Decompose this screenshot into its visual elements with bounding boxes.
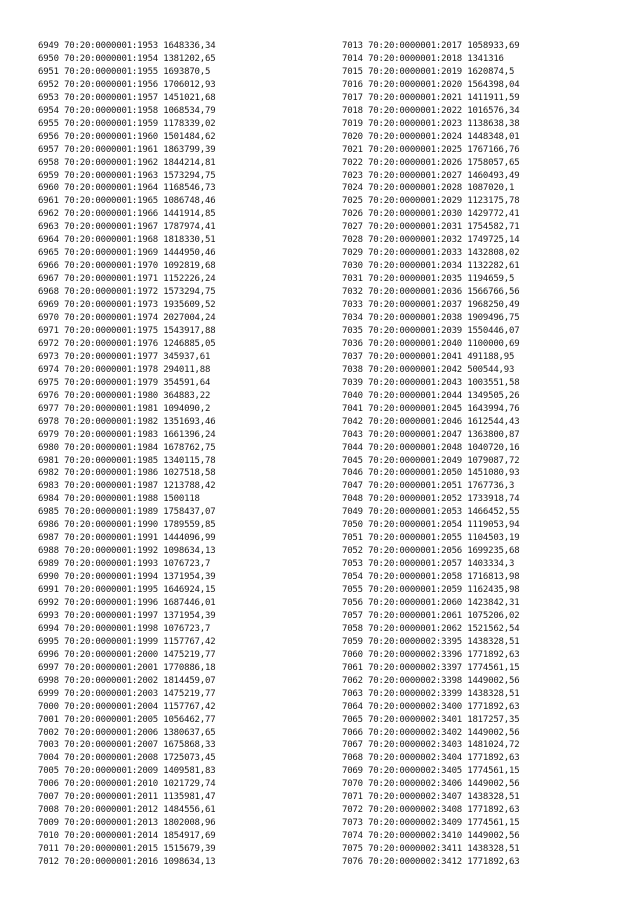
table-row: 7021 70:20:0000001:2025 1767166,76	[342, 144, 520, 155]
table-row: 7037 70:20:0000001:2041 491188,95	[342, 351, 515, 362]
table-row: 7035 70:20:0000001:2039 1550446,07	[342, 325, 520, 336]
table-row: 7045 70:20:0000001:2049 1079087,72	[342, 455, 520, 466]
table-row: 7050 70:20:0000001:2054 1119053,94	[342, 520, 520, 531]
table-row: 6951 70:20:0000001:1955 1693870,5	[38, 66, 211, 77]
table-row: 7069 70:20:0000002:3405 1774561,15	[342, 766, 520, 777]
table-row: 7075 70:20:0000002:3411 1438328,51	[342, 844, 520, 855]
table-column-right	[342, 40, 519, 869]
table-row: 6971 70:20:0000001:1975 1543917,88	[38, 325, 216, 336]
table-row: 6994 70:20:0000001:1998 1076723,7	[38, 623, 211, 634]
table-row: 6981 70:20:0000001:1985 1340115,78	[38, 455, 216, 466]
table-row: 7019 70:20:0000001:2023 1138638,38	[342, 118, 520, 129]
table-row: 6969 70:20:0000001:1973 1935609,52	[38, 300, 216, 311]
table-row: 7054 70:20:0000001:2058 1716813,98	[342, 572, 520, 583]
table-row: 7031 70:20:0000001:2035 1194659,5	[342, 274, 515, 285]
table-row: 7067 70:20:0000002:3403 1481024,72	[342, 740, 520, 751]
table-row: 7012 70:20:0000001:2016 1098634,13	[38, 857, 216, 868]
table-row: 7030 70:20:0000001:2034 1132282,61	[342, 261, 520, 272]
table-row: 7016 70:20:0000001:2020 1564398,04	[342, 79, 520, 90]
table-row: 6997 70:20:0000001:2001 1770886,18	[38, 662, 216, 673]
table-row: 7049 70:20:0000001:2053 1466452,55	[342, 507, 520, 518]
table-row: 7005 70:20:0000001:2009 1409581,83	[38, 766, 216, 777]
table-row: 6992 70:20:0000001:1996 1687446,01	[38, 597, 216, 608]
table-row: 7017 70:20:0000001:2021 1411911,59	[342, 92, 520, 103]
table-row: 7002 70:20:0000001:2006 1380637,65	[38, 727, 216, 738]
table-row: 7064 70:20:0000002:3400 1771892,63	[342, 701, 520, 712]
table-row: 6987 70:20:0000001:1991 1444096,99	[38, 533, 216, 544]
table-row: 7038 70:20:0000001:2042 500544,93	[342, 364, 515, 375]
table-row: 6989 70:20:0000001:1993 1076723,7	[38, 559, 211, 570]
table-row: 7073 70:20:0000002:3409 1774561,15	[342, 818, 520, 829]
table-row: 6957 70:20:0000001:1961 1863799,39	[38, 144, 216, 155]
table-row: 6996 70:20:0000001:2000 1475219,77	[38, 649, 216, 660]
table-row: 6967 70:20:0000001:1971 1152226,24	[38, 274, 216, 285]
table-row: 6986 70:20:0000001:1990 1789559,85	[38, 520, 216, 531]
table-row: 7065 70:20:0000002:3401 1817257,35	[342, 714, 520, 725]
table-row: 6962 70:20:0000001:1966 1441914,85	[38, 209, 216, 220]
table-row: 6975 70:20:0000001:1979 354591,64	[38, 377, 211, 388]
table-row: 7055 70:20:0000001:2059 1162435,98	[342, 585, 520, 596]
table-row: 6968 70:20:0000001:1972 1573294,75	[38, 287, 216, 298]
table-row: 7024 70:20:0000001:2028 1087020,1	[342, 183, 515, 194]
table-row: 6979 70:20:0000001:1983 1661396,24	[38, 429, 216, 440]
table-row: 7026 70:20:0000001:2030 1429772,41	[342, 209, 520, 220]
table-row: 7006 70:20:0000001:2010 1021729,74	[38, 779, 216, 790]
table-row: 7070 70:20:0000002:3406 1449002,56	[342, 779, 520, 790]
table-row: 7034 70:20:0000001:2038 1909496,75	[342, 313, 520, 324]
table-row: 7010 70:20:0000001:2014 1854917,69	[38, 831, 216, 842]
table-row: 7053 70:20:0000001:2057 1403334,3	[342, 559, 515, 570]
table-row: 7058 70:20:0000001:2062 1521562,54	[342, 623, 520, 634]
table-row: 6995 70:20:0000001:1999 1157767,42	[38, 636, 216, 647]
table-row: 7029 70:20:0000001:2033 1432808,02	[342, 248, 520, 259]
table-row: 6952 70:20:0000001:1956 1706012,93	[38, 79, 216, 90]
table-row: 7000 70:20:0000001:2004 1157767,42	[38, 701, 216, 712]
table-row: 7001 70:20:0000001:2005 1056462,77	[38, 714, 216, 725]
table-row: 7007 70:20:0000001:2011 1135981,47	[38, 792, 216, 803]
table-row: 7040 70:20:0000001:2044 1349505,26	[342, 390, 520, 401]
table-row: 6982 70:20:0000001:1986 1027518,58	[38, 468, 216, 479]
table-row: 7061 70:20:0000002:3397 1774561,15	[342, 662, 520, 673]
table-row: 7027 70:20:0000001:2031 1754582,71	[342, 222, 520, 233]
table-row: 6980 70:20:0000001:1984 1678762,75	[38, 442, 216, 453]
table-row: 6949 70:20:0000001:1953 1648336,34	[38, 41, 216, 51]
table-row: 7003 70:20:0000001:2007 1675868,33	[38, 740, 216, 751]
table-row: 7020 70:20:0000001:2024 1448348,01	[342, 131, 520, 142]
table-row: 7022 70:20:0000001:2026 1758057,65	[342, 157, 520, 168]
table-row: 6984 70:20:0000001:1988 1500118	[38, 494, 200, 505]
table-row: 6993 70:20:0000001:1997 1371954,39	[38, 610, 216, 621]
table-row: 7023 70:20:0000001:2027 1460493,49	[342, 170, 520, 181]
table-row: 6950 70:20:0000001:1954 1381202,65	[38, 53, 216, 64]
table-row: 6963 70:20:0000001:1967 1787974,41	[38, 222, 216, 233]
table-row: 6985 70:20:0000001:1989 1758437,07	[38, 507, 216, 518]
table-row: 7004 70:20:0000001:2008 1725073,45	[38, 753, 216, 764]
table-row: 6961 70:20:0000001:1965 1086748,46	[38, 196, 216, 207]
table-row: 7028 70:20:0000001:2032 1749725,14	[342, 235, 520, 246]
table-row: 6955 70:20:0000001:1959 1178339,02	[38, 118, 216, 129]
table-row: 7046 70:20:0000001:2050 1451080,93	[342, 468, 520, 479]
table-row: 6953 70:20:0000001:1957 1451021,68	[38, 92, 216, 103]
table-row: 6972 70:20:0000001:1976 1246885,05	[38, 338, 216, 349]
table-row: 7048 70:20:0000001:2052 1733918,74	[342, 494, 520, 505]
table-row: 7051 70:20:0000001:2055 1104503,19	[342, 533, 520, 544]
table-row: 7013 70:20:0000001:2017 1058933,69	[342, 41, 520, 51]
table-row: 6959 70:20:0000001:1963 1573294,75	[38, 170, 216, 181]
table-row: 6999 70:20:0000001:2003 1475219,77	[38, 688, 216, 699]
table-row: 7025 70:20:0000001:2029 1123175,78	[342, 196, 520, 207]
table-row: 7039 70:20:0000001:2043 1003551,58	[342, 377, 520, 388]
table-row: 7032 70:20:0000001:2036 1566766,56	[342, 287, 520, 298]
table-row: 6988 70:20:0000001:1992 1098634,13	[38, 546, 216, 557]
table-row: 7063 70:20:0000002:3399 1438328,51	[342, 688, 520, 699]
table-row: 6966 70:20:0000001:1970 1092819,68	[38, 261, 216, 272]
table-row: 7052 70:20:0000001:2056 1699235,68	[342, 546, 520, 557]
table-row: 7018 70:20:0000001:2022 1016576,34	[342, 105, 520, 116]
table-row: 6960 70:20:0000001:1964 1168546,73	[38, 183, 216, 194]
table-row: 6974 70:20:0000001:1978 294011,88	[38, 364, 211, 375]
table-row: 6976 70:20:0000001:1980 364883,22	[38, 390, 211, 401]
table-row: 6965 70:20:0000001:1969 1444950,46	[38, 248, 216, 259]
table-row: 6991 70:20:0000001:1995 1646924,15	[38, 585, 216, 596]
table-row: 6958 70:20:0000001:1962 1844214,81	[38, 157, 216, 168]
table-row: 6964 70:20:0000001:1968 1818330,51	[38, 235, 216, 246]
table-row: 6956 70:20:0000001:1960 1501484,62	[38, 131, 216, 142]
table-row: 6973 70:20:0000001:1977 345937,61	[38, 351, 211, 362]
table-row: 7060 70:20:0000002:3396 1771892,63	[342, 649, 520, 660]
table-row: 7041 70:20:0000001:2045 1643994,76	[342, 403, 520, 414]
table-row: 7074 70:20:0000002:3410 1449002,56	[342, 831, 520, 842]
table-row: 7071 70:20:0000002:3407 1438328,51	[342, 792, 520, 803]
table-row: 7044 70:20:0000001:2048 1040720,16	[342, 442, 520, 453]
table-row: 7057 70:20:0000001:2061 1075206,02	[342, 610, 520, 621]
table-row: 7062 70:20:0000002:3398 1449002,56	[342, 675, 520, 686]
table-column-left	[38, 40, 215, 869]
table-row: 6970 70:20:0000001:1974 2027004,24	[38, 313, 216, 324]
table-row: 7011 70:20:0000001:2015 1515679,39	[38, 844, 216, 855]
table-row: 7036 70:20:0000001:2040 1100000,69	[342, 338, 520, 349]
table-row: 6978 70:20:0000001:1982 1351693,46	[38, 416, 216, 427]
table-row: 7014 70:20:0000001:2018 1341316	[342, 53, 504, 64]
table-row: 7059 70:20:0000002:3395 1438328,51	[342, 636, 520, 647]
table-row: 7072 70:20:0000002:3408 1771892,63	[342, 805, 520, 816]
table-row: 7056 70:20:0000001:2060 1423842,31	[342, 597, 520, 608]
table-row: 7066 70:20:0000002:3402 1449002,56	[342, 727, 520, 738]
table-row: 7009 70:20:0000001:2013 1802008,96	[38, 818, 216, 829]
table-row: 7008 70:20:0000001:2012 1484556,61	[38, 805, 216, 816]
table-row: 7076 70:20:0000002:3412 1771892,63	[342, 857, 520, 868]
table-row: 6990 70:20:0000001:1994 1371954,39	[38, 572, 216, 583]
table-row: 6954 70:20:0000001:1958 1068534,79	[38, 105, 216, 116]
table-row: 6998 70:20:0000001:2002 1814459,07	[38, 675, 216, 686]
table-row: 7068 70:20:0000002:3404 1771892,63	[342, 753, 520, 764]
table-row: 7033 70:20:0000001:2037 1968250,49	[342, 300, 520, 311]
table-row: 7047 70:20:0000001:2051 1767736,3	[342, 481, 515, 492]
table-row: 6983 70:20:0000001:1987 1213788,42	[38, 481, 216, 492]
table-row: 6977 70:20:0000001:1981 1094090,2	[38, 403, 211, 414]
table-row: 7015 70:20:0000001:2019 1620874,5	[342, 66, 515, 77]
table-row: 7043 70:20:0000001:2047 1363800,87	[342, 429, 520, 440]
table-row: 7042 70:20:0000001:2046 1612544,43	[342, 416, 520, 427]
